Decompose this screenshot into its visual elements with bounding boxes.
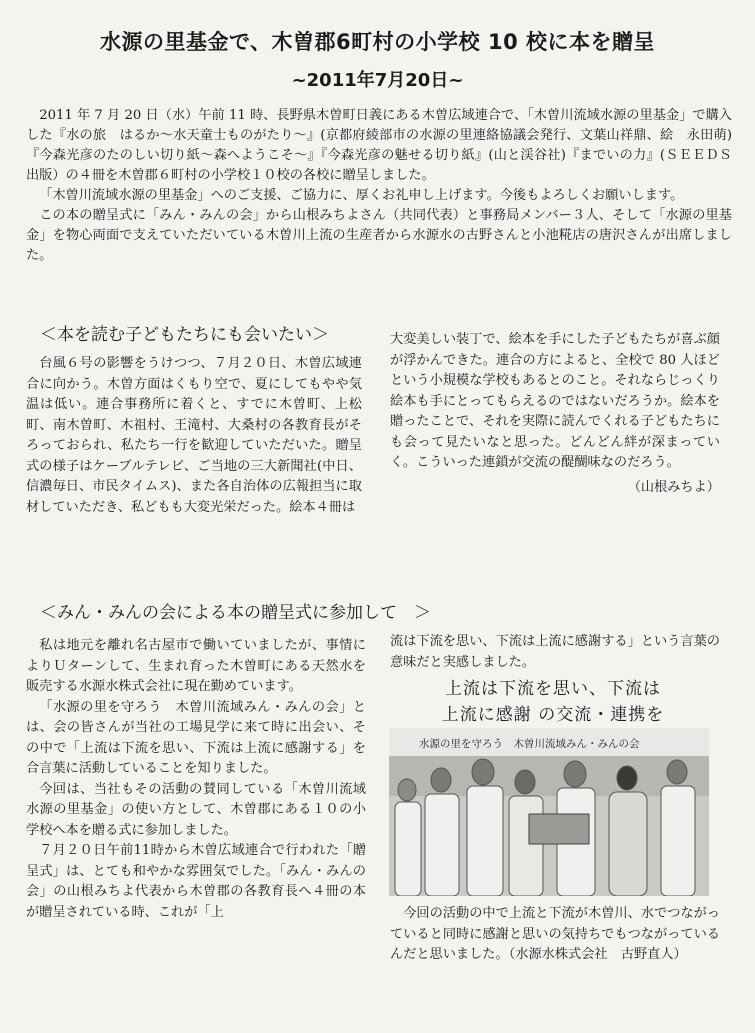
photo-caption <box>400 676 706 728</box>
article-title: 水源の里基金で、木曽郡6町村の小学校 10 校に本を贈呈 <box>99 30 656 54</box>
section1-right-column <box>390 330 720 498</box>
section-heading-reading-children: ＜本を読む子どもたちにも会いたい＞ <box>40 325 329 345</box>
section2-right-text: 今回の活動の中で上流と下流が木曽川、水でつながっていると同時に感謝と思いの気持ちでもつながっているんだと思いました。（水源水株式会社 古野直人） <box>390 906 720 962</box>
section2-right-text: 流は下流を思い、下流は上流に感謝する」という言葉の意味だと実感しました。 <box>390 634 720 670</box>
section2-left-column <box>26 636 366 923</box>
ceremony-photo <box>389 728 709 896</box>
section2-left-text: 今回は、当社もその活動の賛同している「木曽川流域水源の里基金」の使い方として、木曽郡にある１０の小学校へ本を贈る式に参加しました。 <box>26 781 366 838</box>
section2-left-text: 「水源の里を守ろう 木曽川流域みん・みんの会」とは、会の皆さんが当社の工場見学に来て時に出会い、その中で「上流は下流を思い、下流は上流に感謝する」を合言葉に活動していることを知りました。 <box>26 699 366 776</box>
article-date: ~2011年7月20日~ <box>291 70 464 91</box>
section2-left-text: ７月２０日午前11時から木曽広域連合で行われた「贈呈式」は、とても和やかな雰囲気でした。「みん・みんの会」の山根みちよ代表から木曽郡の各教育長へ４冊の本が贈呈されている時、これが「上 <box>26 843 366 920</box>
section2-right-column-top <box>390 632 720 673</box>
photo-caption-line: 上流は下流を思い、下流は <box>445 679 661 699</box>
intro-paragraph: 「木曽川流域水源の里基金」へのご支援、ご協力に、厚くお礼申し上げます。今後もよろしくお願いします。 <box>39 188 684 203</box>
section2-left-text: 私は地元を離れ名古屋市で働いていましたが、事情によりＵターンして、生まれ育った木曽町にある天然水を販売する水源水株式会社に現在勤めています。 <box>26 638 366 694</box>
intro-text <box>26 106 732 266</box>
ceremony-photo-image <box>389 728 709 896</box>
photo-caption-line: 上流に感謝 の交流・連携を <box>441 705 665 725</box>
author-signature: （山根みちよ） <box>627 479 720 495</box>
intro-paragraph: この本の贈呈式に「みん・みんの会」から山根みちよさん（共同代表）と事務局メンバー３人、そして「水源の里基金」を物心両面で支えていただいている木曽川上流の生産者から水源水の古野さんと小池糀店の唐沢さんが出席しました。 <box>26 208 732 263</box>
section1-left-text: 台風６号の影響をうけつつ、７月２０日、木曽広域連合に向かう。木曽方面はくもり空で、夏にしてもやや気温は低い。連合事務所に着くと、すでに木曽町、上松町、南木曽町、木祖村、王滝村、大桑村の各教育長がそろっておられ、私たち一行を歓迎していただいた。贈呈式の様子はケーブルテレビ、ご当地の三大新聞社(中日、信濃毎日、市民タイムス)、また各自治体の広報担当に取材していただき、私どもも大変光栄だった。絵本４冊は <box>26 356 362 515</box>
section2-right-column-bottom <box>390 904 720 966</box>
section1-right-text: 大変美しい装丁で、絵本を手にした子どもたちが喜ぶ顔が浮かんできた。連合の方によると、全校で 80 人ほどという小規模な学校もあるとのこと。それならじっくり絵本も手にとってもらえるのではないだろうか。絵本を贈ったことで、それを実際に読んでくれる子どもたちにも会って見たいなと思った。どんどん絆が深まっていく。こういった連鎖が交流の醍醐味なのだろう。 <box>390 332 720 470</box>
photo-banner-text: 水源の里を守ろう 木曽川流域みん・みんの会 <box>419 738 640 750</box>
intro-paragraph: 2011 年 7 月 20 日（水）午前 11 時、長野県木曽町日義にある木曽広域連合で、「木曽川流域水源の里基金」で購入した『水の旅 はるか～水天童士ものがたり～』(京都府綾部市の水源の里連絡協議会発行、文葉山祥鼎、絵 永田萌)『今森光彦のたのしい切り紙～森へようこそ～』『今森光彦の魅せる切り紙』(山と渓谷社)『までいの力』(ＳＥＥＤＳ出版）の４冊を木曽郡６町村の小学校１０校の各校に贈呈しました。 <box>26 108 732 183</box>
section-heading-ceremony: ＜みん・みんの会による本の贈呈式に参加して ＞ <box>40 603 431 623</box>
section1-left-column <box>26 354 362 518</box>
